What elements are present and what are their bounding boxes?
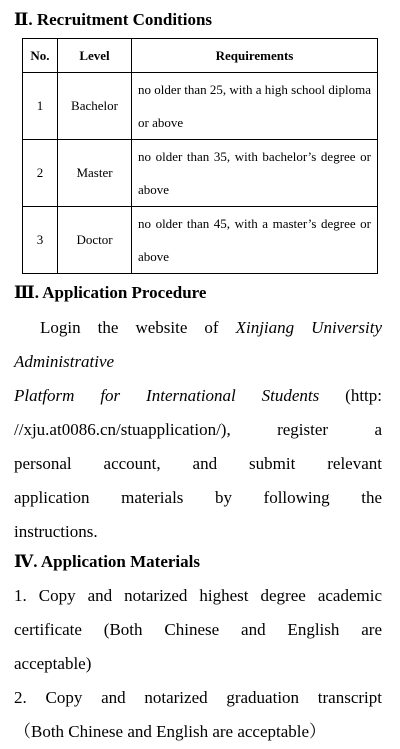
cell-level: Master: [58, 140, 132, 207]
procedure-line: Platform for International Students (http:: [14, 386, 382, 405]
procedure-line: application materials by following the: [14, 488, 382, 507]
table-row: [23, 207, 378, 274]
application-materials-heading: Ⅳ. Application Materials: [14, 552, 200, 571]
cell-no: 2: [23, 140, 58, 207]
cell-requirements: no older than 25, with a high school diploma or above: [132, 73, 378, 140]
cell-requirements: no older than 35, with bachelor’s degree or above: [132, 140, 378, 207]
procedure-line: //xju.at0086.cn/stuapplication/), register a: [14, 420, 382, 439]
procedure-intro: Login the website of: [40, 318, 219, 337]
platform-name-2: Administrative: [14, 352, 115, 371]
material-line: acceptable): [14, 654, 92, 673]
header-no: No.: [23, 39, 58, 73]
procedure-paragraph: [14, 311, 382, 549]
procedure-line: instructions.: [14, 522, 98, 541]
procedure-line: [14, 311, 382, 345]
header-level: Level: [58, 39, 132, 73]
material-line: 1. Copy and notarized highest degree academic: [14, 586, 382, 605]
header-requirements: Requirements: [132, 39, 378, 73]
platform-name-1: Xinjiang University: [235, 318, 382, 337]
cell-no: 1: [23, 73, 58, 140]
cell-level: Bachelor: [58, 73, 132, 140]
table-row: [23, 140, 378, 207]
materials-list: [14, 579, 382, 749]
requirements-table: [22, 38, 378, 274]
material-line: certificate (Both Chinese and English are: [14, 620, 382, 639]
procedure-line: personal account, and submit relevant: [14, 454, 382, 473]
table-header-row: [23, 39, 378, 73]
cell-no: 3: [23, 207, 58, 274]
application-procedure-heading: Ⅲ. Application Procedure: [14, 283, 207, 302]
table-row: [23, 73, 378, 140]
platform-name-3: Platform for International Students: [14, 386, 320, 405]
material-line: （Both Chinese and English are acceptable）: [14, 722, 327, 741]
material-line: 2. Copy and notarized graduation transcript: [14, 688, 382, 707]
cell-requirements: no older than 45, with a master’s degree or above: [132, 207, 378, 274]
procedure-line: [14, 345, 382, 379]
recruitment-conditions-heading: Ⅱ. Recruitment Conditions: [14, 10, 213, 29]
cell-level: Doctor: [58, 207, 132, 274]
